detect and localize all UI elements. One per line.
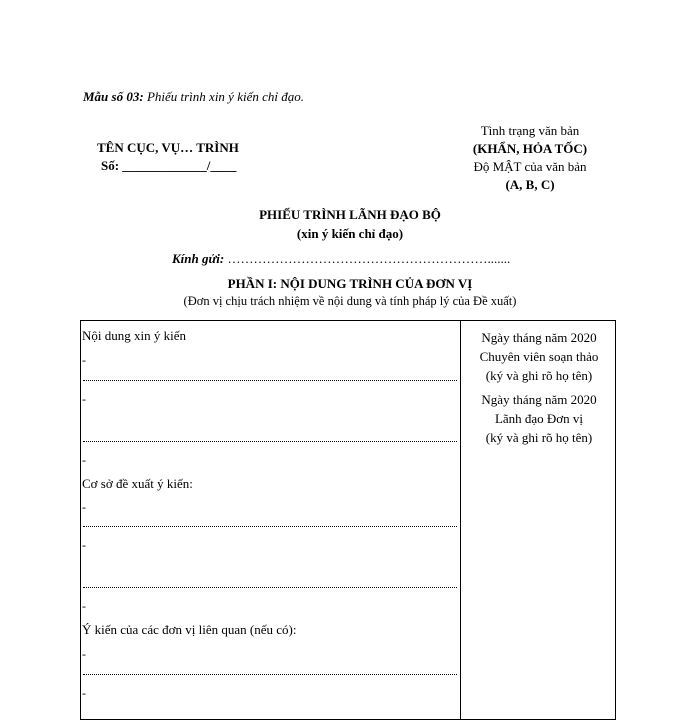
secrecy-label: Độ MẬT của văn bản [473, 159, 587, 174]
dash-marker: - [82, 500, 86, 514]
dotted-line [83, 587, 457, 588]
part-title: PHẦN I: NỘI DUNG TRÌNH CỦA ĐƠN VỊ [227, 276, 473, 291]
dotted-line [83, 526, 457, 527]
page-subtitle: (xin ý kiến chỉ đạo) [296, 226, 404, 241]
sign2-date: Ngày tháng năm 2020 [481, 392, 597, 407]
recipient-label: Kính gửi: [172, 251, 225, 266]
sign1-note: (ký và ghi rõ họ tên) [485, 368, 593, 383]
dash-marker: - [82, 686, 86, 700]
recipient-line [172, 251, 510, 267]
sign1-date: Ngày tháng năm 2020 [481, 330, 597, 345]
part-note: (Đơn vị chịu trách nhiệm về nội dung và tính pháp lý của Đề xuất) [183, 294, 517, 308]
signature-block [461, 328, 617, 447]
page-title: PHIẾU TRÌNH LÃNH ĐẠO BỘ [259, 207, 441, 222]
related-label: Ý kiến của các đơn vị liên quan (nếu có): [82, 622, 297, 637]
sign1-role: Chuyên viên soạn thảo [479, 349, 599, 364]
sign2-note: (ký và ghi rõ họ tên) [485, 430, 593, 445]
dash-marker: - [82, 453, 86, 467]
document-number: Số: _____________/____ [101, 158, 237, 173]
dotted-line [83, 674, 457, 675]
sign2-role: Lãnh đạo Đơn vị [494, 411, 584, 426]
dash-marker: - [82, 353, 86, 367]
recipient-dots: ……………………………………………………....... [227, 251, 511, 266]
form-number: Mẫu số 03: [83, 89, 144, 104]
dotted-line [83, 441, 457, 442]
secrecy-levels: (A, B, C) [505, 177, 555, 192]
form-description: Phiếu trình xin ý kiến chỉ đạo. [146, 89, 304, 104]
dash-marker: - [82, 538, 86, 552]
request-label: Nội dung xin ý kiến [82, 328, 186, 343]
form-number-line [83, 89, 304, 105]
content-table [80, 320, 616, 720]
status-block [440, 122, 620, 194]
issuer-name: TÊN CỤC, VỤ… TRÌNH [97, 140, 239, 155]
dash-marker: - [82, 392, 86, 406]
dash-marker: - [82, 599, 86, 613]
dash-marker: - [82, 647, 86, 661]
urgency-label: (KHẨN, HỎA TỐC) [472, 141, 588, 156]
basis-label: Cơ sở đề xuất ý kiến: [82, 476, 193, 491]
dotted-line [83, 380, 457, 381]
status-label: Tình trạng văn bản [480, 123, 580, 138]
